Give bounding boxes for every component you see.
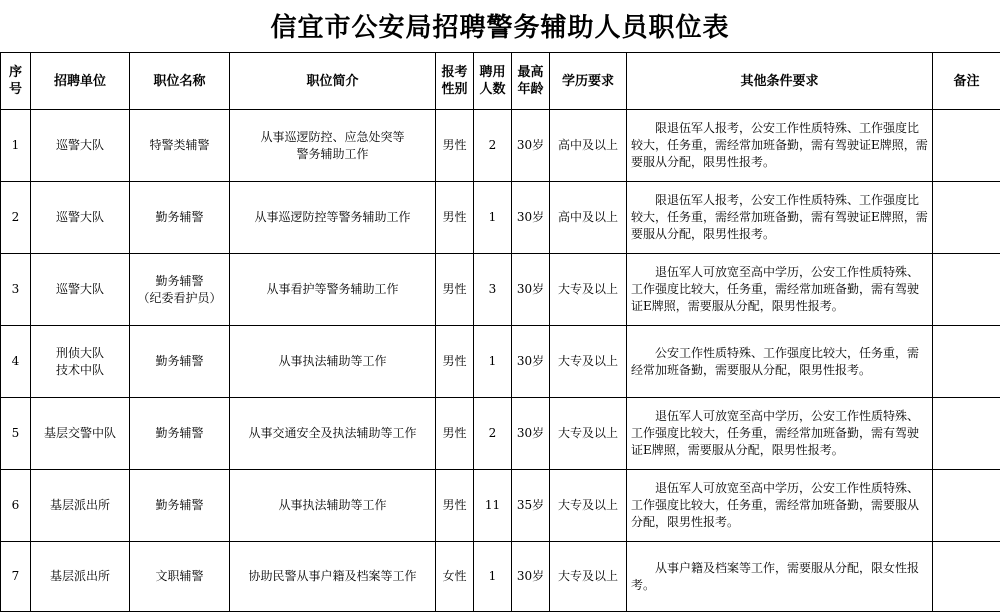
table-row bbox=[1, 182, 1000, 254]
page-title: 信宜市公安局招聘警务辅助人员职位表 bbox=[0, 0, 1000, 50]
cell-age: 30岁 bbox=[512, 542, 550, 612]
cell-unit: 巡警大队 bbox=[31, 182, 130, 254]
cell-other: 公安工作性质特殊、工作强度比较大，任务重，需经常加班备勤，需要服从分配，限男性报考。 bbox=[627, 326, 933, 398]
cell-intro: 从事执法辅助等工作 bbox=[230, 470, 436, 542]
cell-count: 3 bbox=[474, 254, 512, 326]
cell-intro: 协助民警从事户籍及档案等工作 bbox=[230, 542, 436, 612]
table-row bbox=[1, 254, 1000, 326]
cell-intro: 从事巡逻防控、应急处突等 警务辅助工作 bbox=[230, 110, 436, 182]
cell-age: 35岁 bbox=[512, 470, 550, 542]
cell-other: 退伍军人可放宽至高中学历，公安工作性质特殊、工作强度比较大，任务重，需经常加班备勤，需有驾驶证E牌照，需要服从分配，限男性报考。 bbox=[627, 254, 933, 326]
cell-unit: 巡警大队 bbox=[31, 110, 130, 182]
cell-count: 1 bbox=[474, 182, 512, 254]
cell-gender: 男性 bbox=[436, 398, 474, 470]
cell-edu: 大专及以上 bbox=[550, 542, 627, 612]
table-row bbox=[1, 542, 1000, 612]
cell-gender: 男性 bbox=[436, 182, 474, 254]
cell-note bbox=[933, 326, 1000, 398]
cell-edu: 高中及以上 bbox=[550, 110, 627, 182]
cell-seq: 7 bbox=[1, 542, 31, 612]
cell-gender: 男性 bbox=[436, 326, 474, 398]
cell-seq: 1 bbox=[1, 110, 31, 182]
cell-note bbox=[933, 542, 1000, 612]
cell-count: 11 bbox=[474, 470, 512, 542]
cell-note bbox=[933, 470, 1000, 542]
cell-age: 30岁 bbox=[512, 398, 550, 470]
header-intro: 职位简介 bbox=[230, 53, 436, 110]
cell-gender: 女性 bbox=[436, 542, 474, 612]
cell-age: 30岁 bbox=[512, 110, 550, 182]
header-edu: 学历要求 bbox=[550, 53, 627, 110]
cell-unit: 基层交警中队 bbox=[31, 398, 130, 470]
cell-other: 限退伍军人报考，公安工作性质特殊、工作强度比较大，任务重，需经常加班备勤，需有驾驶证E牌照，需要服从分配，限男性报考。 bbox=[627, 110, 933, 182]
cell-edu: 高中及以上 bbox=[550, 182, 627, 254]
cell-seq: 4 bbox=[1, 326, 31, 398]
cell-position: 勤务辅警 （纪委看护员） bbox=[130, 254, 230, 326]
cell-position: 特警类辅警 bbox=[130, 110, 230, 182]
cell-other: 退伍军人可放宽至高中学历，公安工作性质特殊、工作强度比较大，任务重，需经常加班备勤，需要服从分配，限男性报考。 bbox=[627, 470, 933, 542]
cell-unit: 刑侦大队 技术中队 bbox=[31, 326, 130, 398]
cell-age: 30岁 bbox=[512, 326, 550, 398]
cell-gender: 男性 bbox=[436, 110, 474, 182]
cell-count: 1 bbox=[474, 542, 512, 612]
cell-seq: 3 bbox=[1, 254, 31, 326]
cell-other: 限退伍军人报考，公安工作性质特殊、工作强度比较大，任务重，需经常加班备勤，需有驾驶证E牌照，需要服从分配，限男性报考。 bbox=[627, 182, 933, 254]
header-unit: 招聘单位 bbox=[31, 53, 130, 110]
cell-position: 勤务辅警 bbox=[130, 182, 230, 254]
cell-note bbox=[933, 110, 1000, 182]
cell-intro: 从事看护等警务辅助工作 bbox=[230, 254, 436, 326]
cell-count: 2 bbox=[474, 398, 512, 470]
cell-note bbox=[933, 254, 1000, 326]
table-row bbox=[1, 470, 1000, 542]
table-row bbox=[1, 398, 1000, 470]
cell-position: 勤务辅警 bbox=[130, 470, 230, 542]
positions-table bbox=[0, 52, 1000, 612]
cell-intro: 从事巡逻防控等警务辅助工作 bbox=[230, 182, 436, 254]
cell-intro: 从事交通安全及执法辅助等工作 bbox=[230, 398, 436, 470]
cell-age: 30岁 bbox=[512, 182, 550, 254]
cell-unit: 基层派出所 bbox=[31, 542, 130, 612]
cell-seq: 2 bbox=[1, 182, 31, 254]
cell-note bbox=[933, 398, 1000, 470]
cell-seq: 6 bbox=[1, 470, 31, 542]
cell-count: 2 bbox=[474, 110, 512, 182]
cell-edu: 大专及以上 bbox=[550, 254, 627, 326]
cell-other: 退伍军人可放宽至高中学历，公安工作性质特殊、工作强度比较大，任务重，需经常加班备勤，需有驾驶证E牌照，需要服从分配，限男性报考。 bbox=[627, 398, 933, 470]
cell-gender: 男性 bbox=[436, 470, 474, 542]
table-row bbox=[1, 110, 1000, 182]
cell-edu: 大专及以上 bbox=[550, 470, 627, 542]
header-seq: 序号 bbox=[1, 53, 31, 110]
header-gender: 报考 性别 bbox=[436, 53, 474, 110]
cell-note bbox=[933, 182, 1000, 254]
cell-position: 勤务辅警 bbox=[130, 326, 230, 398]
table-row bbox=[1, 326, 1000, 398]
cell-intro: 从事执法辅助等工作 bbox=[230, 326, 436, 398]
cell-edu: 大专及以上 bbox=[550, 326, 627, 398]
cell-position: 勤务辅警 bbox=[130, 398, 230, 470]
header-note: 备注 bbox=[933, 53, 1000, 110]
cell-count: 1 bbox=[474, 326, 512, 398]
cell-unit: 巡警大队 bbox=[31, 254, 130, 326]
header-row bbox=[1, 53, 1000, 110]
header-count: 聘用 人数 bbox=[474, 53, 512, 110]
header-other: 其他条件要求 bbox=[627, 53, 933, 110]
header-age: 最高 年龄 bbox=[512, 53, 550, 110]
header-position: 职位名称 bbox=[130, 53, 230, 110]
cell-gender: 男性 bbox=[436, 254, 474, 326]
cell-seq: 5 bbox=[1, 398, 31, 470]
cell-position: 文职辅警 bbox=[130, 542, 230, 612]
cell-other: 从事户籍及档案等工作，需要服从分配，限女性报考。 bbox=[627, 542, 933, 612]
cell-age: 30岁 bbox=[512, 254, 550, 326]
cell-unit: 基层派出所 bbox=[31, 470, 130, 542]
cell-edu: 大专及以上 bbox=[550, 398, 627, 470]
